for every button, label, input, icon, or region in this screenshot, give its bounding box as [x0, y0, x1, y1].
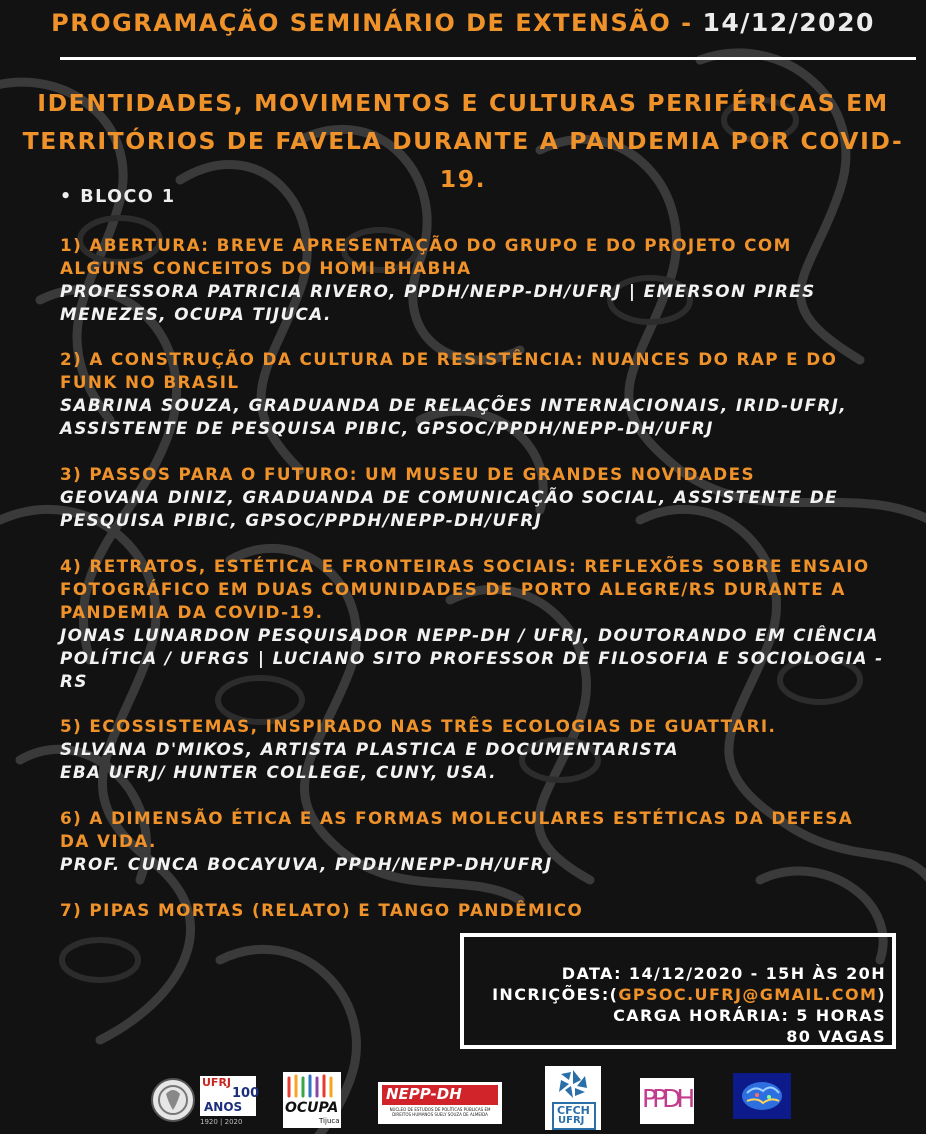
ufrj-name: UFRJ [202, 1076, 232, 1089]
ocupa-name: OCUPA [285, 1100, 339, 1116]
agenda-item-6 [60, 807, 900, 876]
agenda-item-speakers: JONAS LUNARDON PESQUISADOR NEPP-DH / UFRJ, DOUTORANDO EM CIÊNCIA [60, 625, 879, 645]
event-info-box [460, 933, 896, 1049]
agenda-item-title: 3) PASSOS PARA O FUTURO: UM MUSEU DE GRANDES NOVIDADES [60, 464, 755, 484]
ppdh-name: PPDH [642, 1084, 691, 1113]
ocupa-logo [283, 1072, 341, 1128]
header-divider [60, 57, 916, 60]
ufrj-anos: ANOS [204, 1100, 243, 1114]
event-date-line: DATA: 14/12/2020 - 15H ÀS 20H [561, 964, 886, 983]
registration-line [492, 984, 886, 1005]
subtitle-line-1: IDENTIDADES, MOVIMENTOS E CULTURAS PERIFÉRICAS EM [37, 89, 889, 117]
agenda-item-speakers: POLÍTICA / UFRGS | LUCIANO SITO PROFESSOR DE FILOSOFIA E SOCIOLOGIA - [60, 648, 884, 668]
cfch-logo [545, 1066, 601, 1130]
subtitle-line-2: TERRITÓRIOS DE FAVELA DURANTE A PANDEMIA POR COVID-19. [22, 127, 904, 193]
ocupa-figures-icon [283, 1072, 341, 1102]
agenda-item-speakers: ASSISTENTE DE PESQUISA PIBIC, GPSOC/PPDH/NEPP-DH/UFRJ [60, 418, 714, 438]
nepp-dh-name: NEPP-DH [386, 1085, 462, 1103]
agenda-item-1 [60, 234, 900, 326]
event-subtitle [0, 84, 926, 198]
ufrj-seal-icon [150, 1072, 196, 1128]
header-title [0, 8, 926, 37]
agenda-item-speakers: SABRINA SOUZA, GRADUANDA DE RELAÇÕES INTERNACIONAIS, IRID-UFRJ, [60, 395, 848, 415]
header-title-text: PROGRAMAÇÃO SEMINÁRIO DE EXTENSÃO - [51, 9, 703, 37]
ufrj-years: 1920 | 2020 [200, 1118, 243, 1126]
brain-logo [733, 1073, 791, 1119]
agenda-item-2 [60, 348, 900, 440]
registration-suffix: ) [877, 985, 886, 1004]
agenda-item-speakers: EBA UFRJ/ HUNTER COLLEGE, CUNY, USA. [60, 762, 497, 782]
agenda-item-title: 5) ECOSSISTEMAS, INSPIRADO NAS TRÊS ECOLOGIAS DE GUATTARI. [60, 716, 777, 736]
block-label: • BLOCO 1 [60, 187, 176, 207]
agenda-item-speakers: PROF. CUNCA BOCAYUVA, PPDH/NEPP-DH/UFRJ [60, 854, 553, 874]
agenda-item-title: 2) A CONSTRUÇÃO DA CULTURA DE RESISTÊNCIA: NUANCES DO RAP E DO [60, 349, 838, 369]
agenda-item-speakers: GEOVANA DINIZ, GRADUANDA DE COMUNICAÇÃO SOCIAL, ASSISTENTE DE [60, 487, 839, 507]
agenda-item-7 [60, 899, 900, 922]
cfch-shutter-icon [545, 1066, 601, 1102]
agenda-item-title: ALGUNS CONCEITOS DO HOMI BHABHA [60, 258, 472, 278]
ufrj-logo [150, 1072, 260, 1128]
agenda-item-3 [60, 463, 900, 532]
agenda-item-speakers: SILVANA D'MIKOS, ARTISTA PLASTICA E DOCUMENTARISTA [60, 739, 679, 759]
agenda-item-title: PANDEMIA DA COVID-19. [60, 602, 324, 622]
ocupa-sub: Tijuca [319, 1117, 340, 1125]
registration-prefix: INCRIÇÕES:( [492, 985, 619, 1004]
agenda-item-title: 1) ABERTURA: BREVE APRESENTAÇÃO DO GRUPO E DO PROJETO COM [60, 235, 792, 255]
header-date: 14/12/2020 [702, 8, 875, 37]
cfch-name: CFCH [557, 1104, 590, 1117]
nepp-dh-logo [378, 1082, 502, 1124]
cfch-sub: UFRJ [558, 1115, 585, 1126]
agenda-item-title: 6) A DIMENSÃO ÉTICA E AS FORMAS MOLECULARES ESTÉTICAS DA DEFESA [60, 808, 854, 828]
agenda-item-title: FUNK NO BRASIL [60, 372, 240, 392]
workload-line: CARGA HORÁRIA: 5 HORAS [613, 1006, 886, 1025]
agenda-item-speakers: PESQUISA PIBIC, GPSOC/PPDH/NEPP-DH/UFRJ [60, 510, 543, 530]
agenda-item-title: 7) PIPAS MORTAS (RELATO) E TANGO PANDÊMICO [60, 900, 584, 920]
registration-email-link[interactable]: GPSOC.UFRJ@GMAIL.COM [618, 985, 878, 1004]
agenda-item-title: FOTOGRÁFICO EM DUAS COMUNIDADES DE PORTO ALEGRE/RS DURANTE A [60, 579, 846, 599]
vacancies-line: 80 VAGAS [786, 1027, 886, 1046]
agenda-item-speakers: RS [60, 671, 88, 691]
agenda-item-title: 4) RETRATOS, ESTÉTICA E FRONTEIRAS SOCIAIS: REFLEXÕES SOBRE ENSAIO [60, 556, 870, 576]
agenda-item-4 [60, 555, 900, 693]
brain-icon [733, 1073, 791, 1119]
agenda-item-title: DA VIDA. [60, 831, 157, 851]
agenda-item-speakers: PROFESSORA PATRICIA RIVERO, PPDH/NEPP-DH/UFRJ | EMERSON PIRES [60, 281, 816, 301]
ufrj-hundred: 100 [232, 1086, 260, 1101]
agenda-item-speakers: MENEZES, OCUPA TIJUCA. [60, 304, 332, 324]
ppdh-logo [640, 1078, 694, 1124]
nepp-dh-sub: NÚCLEO DE ESTUDOS DE POLÍTICAS PÚBLICAS EM DIREITOS HUMANOS SUELY SOUZA DE ALMEIDA [389, 1107, 491, 1117]
agenda-item-5 [60, 715, 900, 784]
